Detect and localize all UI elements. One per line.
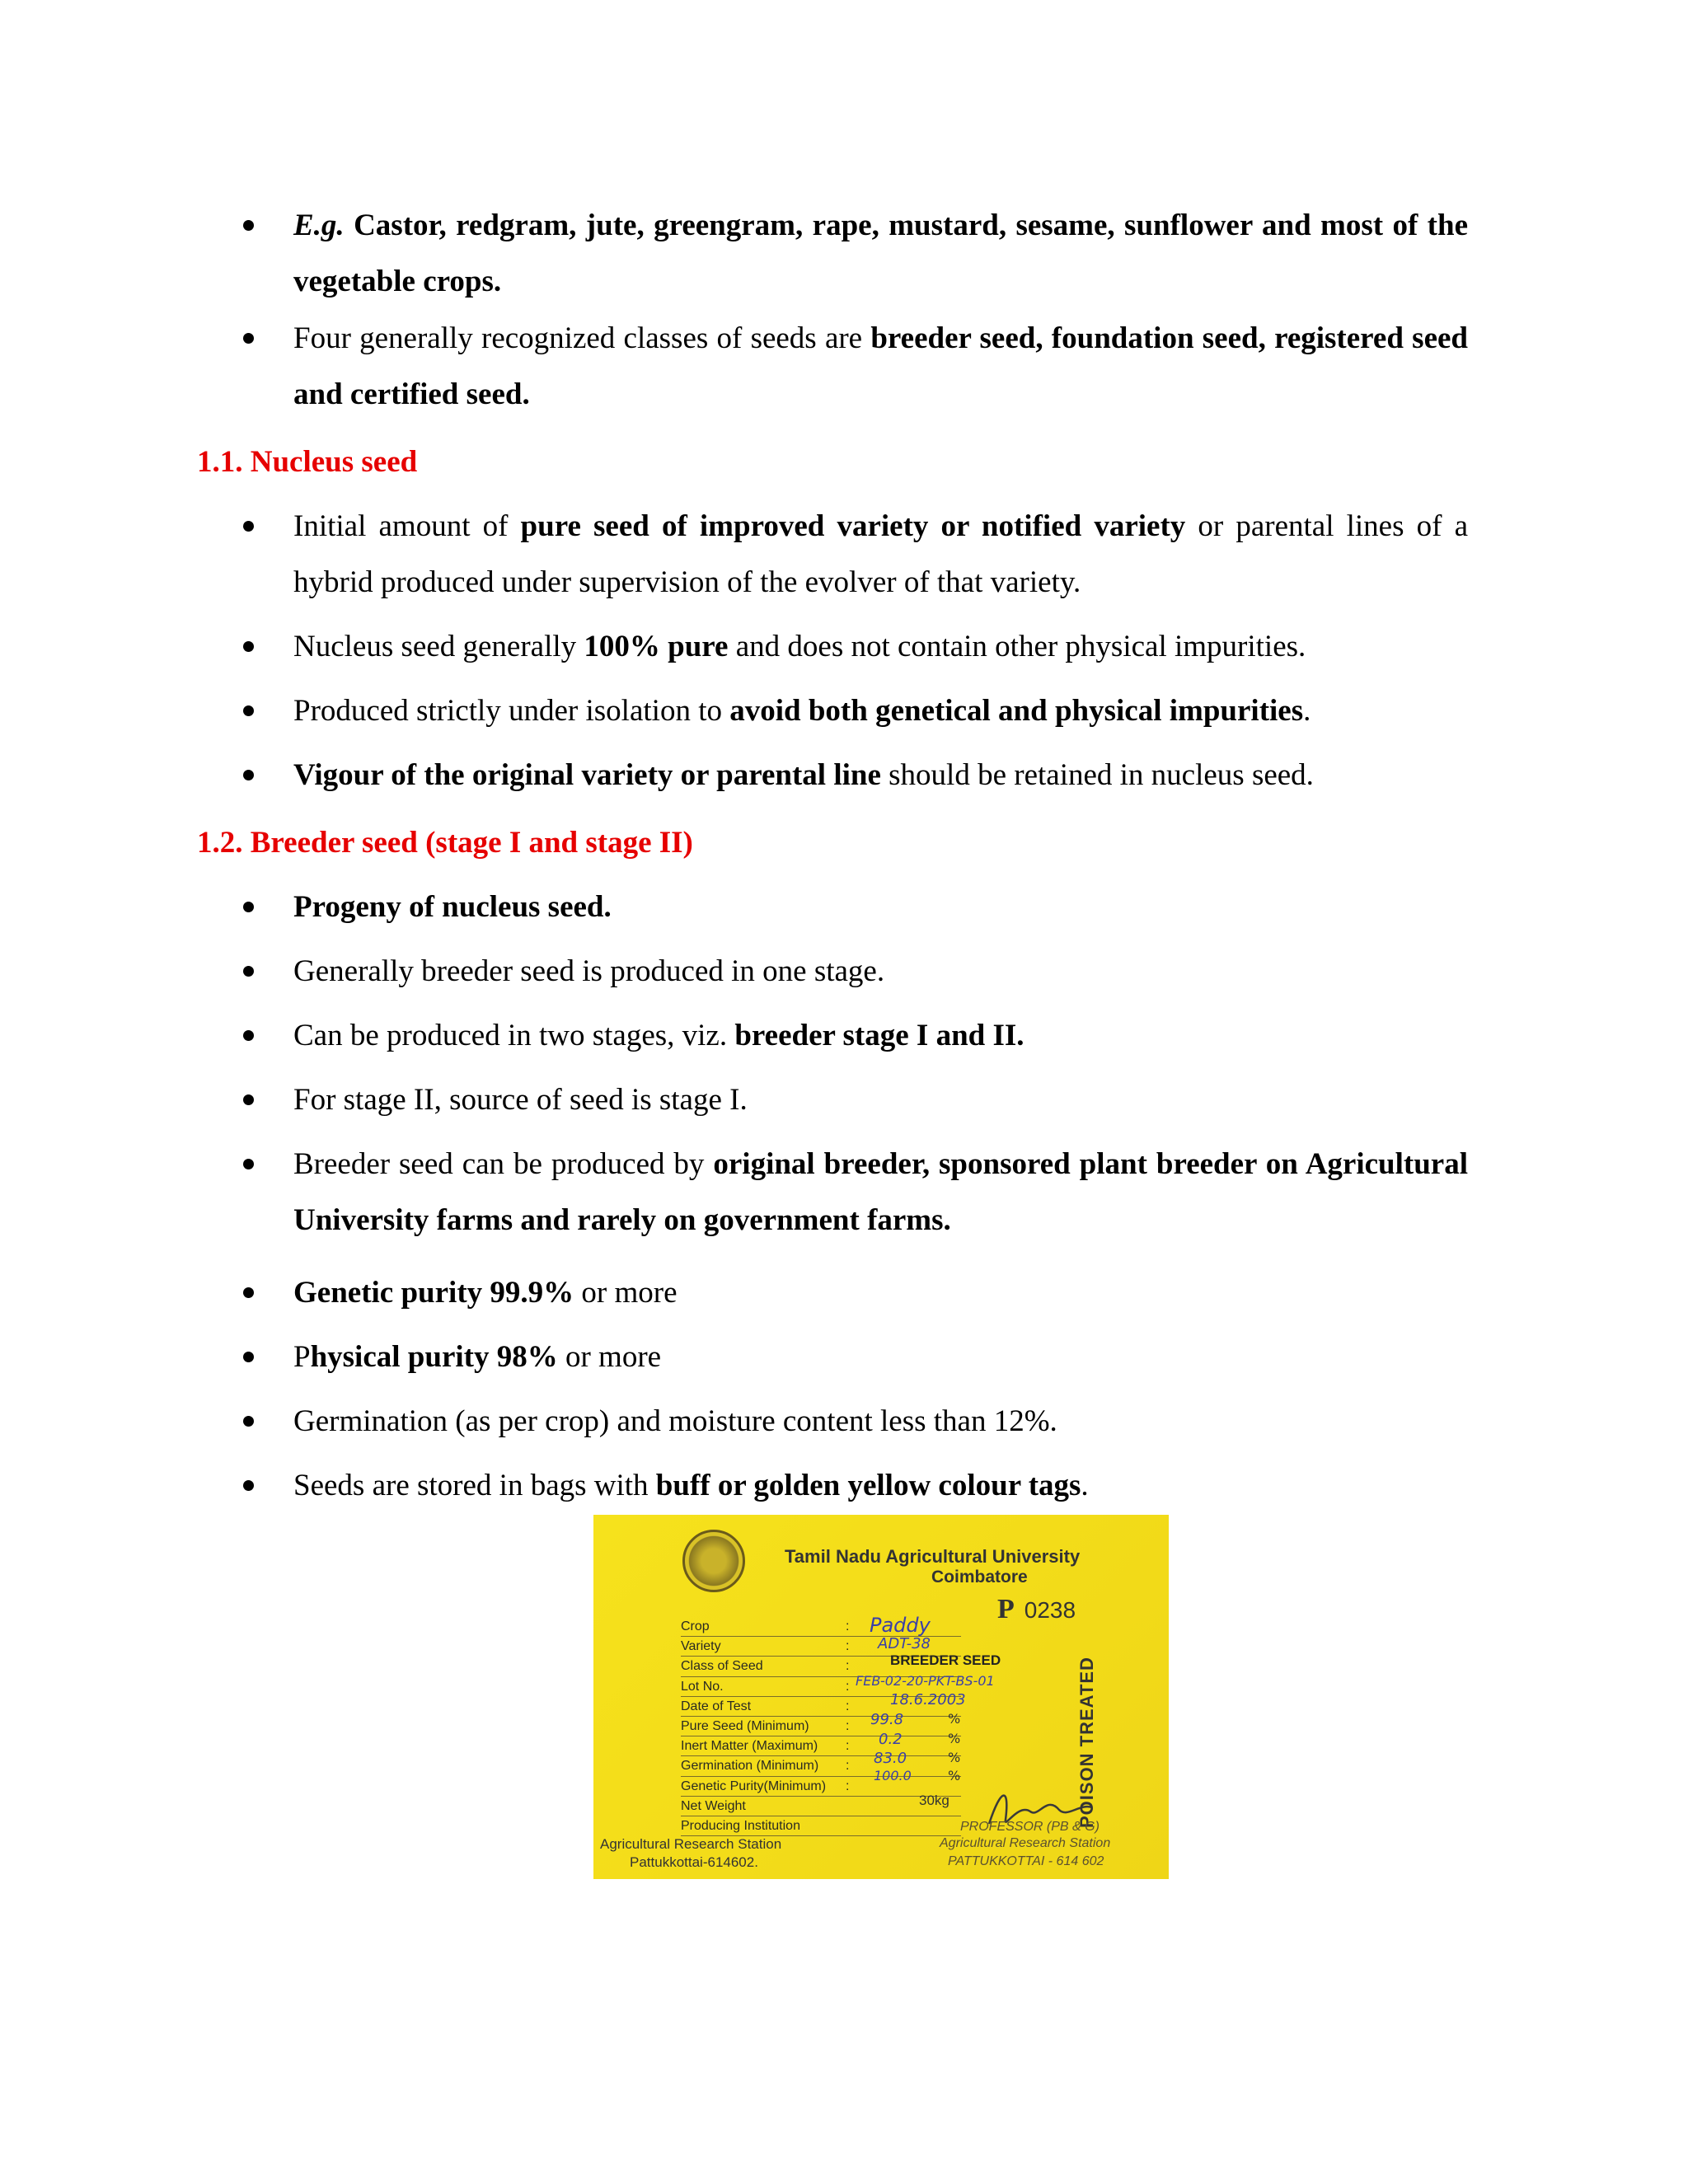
tag-inert-value: 0.2 [879, 1731, 903, 1748]
tag-field-inert: Inert Matter (Maximum) : [681, 1736, 961, 1756]
list-item: Nucleus seed generally 100% pure and does not contain other physical impurities. [293, 619, 1468, 675]
tag-field-pure: Pure Seed (Minimum) : [681, 1717, 961, 1736]
list-item: Generally breeder seed is produced in one stage. [293, 944, 1468, 1000]
tag-variety-value: ADT-38 [878, 1635, 931, 1652]
tag-field-class: Class of Seed : [681, 1657, 961, 1676]
tag-field-date: Date of Test : [681, 1697, 961, 1717]
breeder-seed-tag-image [593, 1515, 1169, 1879]
list-item: Seeds are stored in bags with buff or golden yellow colour tags. [293, 1458, 1468, 1514]
list-item: Can be produced in two stages, viz. breeder stage I and II. [293, 1008, 1468, 1064]
list-item: Physical purity 98% or more [293, 1329, 1468, 1385]
tag-net-weight-value: 30kg [919, 1793, 950, 1808]
tag-percent: % [948, 1768, 961, 1783]
tag-germination-value: 83.0 [874, 1750, 907, 1767]
tag-percent: % [948, 1711, 961, 1727]
tag-field-net-weight: Net Weight [681, 1797, 961, 1816]
tag-field-lot: Lot No. : [681, 1677, 961, 1697]
tag-percent: % [948, 1750, 961, 1765]
list-item: Progeny of nucleus seed. [293, 879, 1468, 935]
tag-field-genetic: Genetic Purity(Minimum) : [681, 1777, 961, 1797]
tag-serial: P 0238 [997, 1594, 1076, 1624]
list-item: E.g. Castor, redgram, jute, greengram, rape, mustard, sesame, sunflower and most of the vegetable crops. [293, 198, 1468, 310]
tag-pure-value: 99.8 [870, 1711, 904, 1728]
tag-station-line1: Agricultural Research Station [600, 1836, 782, 1852]
section-heading-breeder: 1.2. Breeder seed (stage I and stage II) [197, 826, 693, 860]
tag-date-value: 18.6.2003 [890, 1691, 966, 1708]
tag-city: Coimbatore [931, 1568, 1028, 1586]
tag-percent: % [948, 1731, 961, 1746]
tag-field-germination: Germination (Minimum) : [681, 1756, 961, 1776]
tag-genetic-value: 100.0 [874, 1768, 912, 1783]
tag-field-producing: Producing Institution [681, 1816, 961, 1836]
tag-professor-station: Agricultural Research Station [940, 1836, 1111, 1850]
tag-professor-city: PATTUKKOTTAI - 614 602 [948, 1854, 1104, 1868]
tag-professor: PROFESSOR (PB & G) [960, 1820, 1100, 1834]
list-item: Initial amount of pure seed of improved variety or notified variety or parental lines of a hybrid produced under supervision of the evolver of that variety. [293, 499, 1468, 611]
tag-poison-treated: POISON TREATED [1076, 1657, 1097, 1828]
tag-lot-value: FEB-02-20-PKT-BS-01 [856, 1673, 995, 1689]
list-item: Produced strictly under isolation to avoid both genetical and physical impurities. [293, 683, 1468, 739]
university-emblem-icon [682, 1530, 745, 1592]
list-item: Germination (as per crop) and moisture content less than 12%. [293, 1394, 1468, 1450]
section-heading-nucleus: 1.1. Nucleus seed [197, 445, 418, 479]
list-item: Vigour of the original variety or parental line should be retained in nucleus seed. [293, 748, 1468, 804]
tag-crop-value: Paddy [870, 1614, 931, 1637]
tag-station-line2: Pattukkottai-614602. [630, 1854, 758, 1870]
tag-field-crop: Crop : [681, 1617, 961, 1637]
list-item: For stage II, source of seed is stage I. [293, 1072, 1468, 1128]
tag-university: Tamil Nadu Agricultural University [785, 1546, 1081, 1567]
tag-field-variety: Variety : [681, 1637, 961, 1657]
list-item: Four generally recognized classes of seeds are breeder seed, foundation seed, registered seed and certified seed. [293, 311, 1468, 423]
tag-class-value: BREEDER SEED [890, 1652, 1001, 1668]
list-item: Breeder seed can be produced by original breeder, sponsored plant breeder on Agricultural University farms and rarely on government farms. [293, 1137, 1468, 1249]
list-item: Genetic purity 99.9% or more [293, 1265, 1468, 1321]
